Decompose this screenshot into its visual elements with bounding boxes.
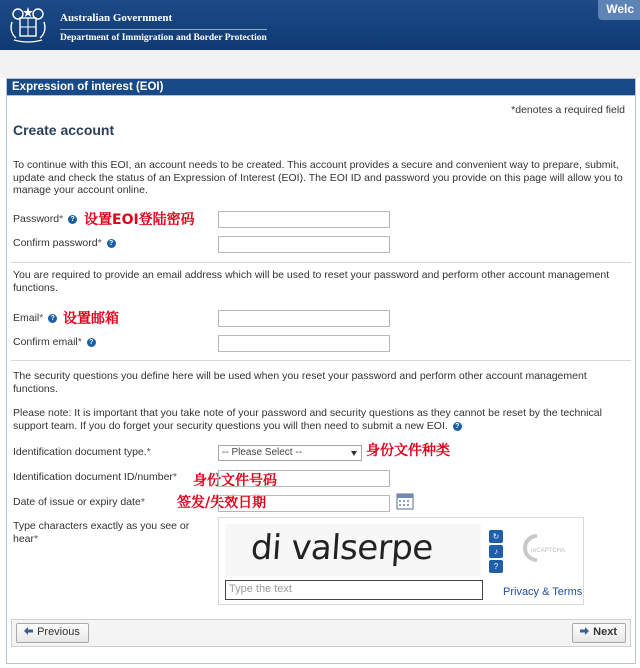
doc-type-annotation: 身份文件种类 [366, 443, 450, 459]
help-icon[interactable]: ? [87, 338, 96, 347]
welcome-tab[interactable]: Welc [598, 0, 640, 20]
next-label: Next [593, 626, 617, 638]
page-title: Create account [13, 122, 115, 138]
government-name: Australian Government [60, 12, 173, 24]
previous-button[interactable] [16, 623, 89, 643]
form-navigation [11, 619, 631, 647]
divider [11, 262, 631, 263]
recaptcha-logo-text: reCAPTCHA [531, 548, 566, 554]
email-intro: You are required to provide an email address which will be used to reset your password and perform other account management functions. [13, 269, 610, 294]
government-banner [0, 0, 640, 50]
email-label: Email* ? [13, 312, 57, 324]
help-icon[interactable]: ? [48, 314, 57, 323]
date-field[interactable] [218, 495, 390, 512]
header-strip [0, 50, 640, 78]
audio-icon[interactable]: ♪ [489, 545, 503, 558]
captcha-widget [218, 517, 584, 605]
doc-id-label: Identification document ID/number* [13, 471, 178, 483]
captcha-label: Type characters exactly as you see or hear* [13, 520, 190, 545]
help-icon[interactable]: ? [107, 239, 116, 248]
help-icon[interactable]: ? [489, 560, 503, 573]
arrow-right-icon [579, 626, 590, 636]
captcha-challenge-text: di valserpe [249, 528, 435, 568]
captcha-input[interactable]: Type the text [225, 580, 483, 600]
doc-id-field[interactable] [218, 470, 390, 487]
panel-title: Expression of interest (EOI) [7, 79, 635, 96]
email-annotation: 设置邮箱 [63, 311, 119, 327]
confirm-email-field[interactable] [218, 335, 390, 352]
required-note: *denotes a required field [511, 104, 625, 116]
security-intro: The security questions you define here will be used when you reset your password and perform other account management functions. [13, 370, 587, 395]
department-name: Department of Immigration and Border Protection [60, 29, 267, 43]
eoi-panel [6, 78, 636, 664]
arrow-left-icon [23, 626, 34, 636]
confirm-password-label: Confirm password* ? [13, 237, 116, 249]
email-field[interactable] [218, 310, 390, 327]
divider [11, 360, 631, 361]
date-annotation: 签发/失效日期 [177, 495, 267, 511]
intro-text: To continue with this EOI, an account needs to be created. This account provides a secure and convenient way to prepare, submit, update and check the status of an Expression of Interest (EOI). The EOI ID and password you provide on this page will allow you to manage your account online. [13, 159, 623, 196]
chevron-down-icon [351, 451, 357, 456]
calendar-icon[interactable] [396, 492, 414, 510]
help-icon[interactable]: ? [68, 215, 77, 224]
captcha-image [225, 524, 481, 576]
doc-type-select[interactable]: -- Please Select -- [218, 445, 362, 461]
help-icon[interactable]: ? [453, 422, 462, 431]
refresh-icon[interactable]: ↻ [489, 530, 503, 543]
previous-label: Previous [37, 626, 80, 638]
security-note: Please note: It is important that you take note of your password and security questions as they cannot be reset by the technical support team. If you do forget your security questions you will then need to submit a new EOI. ? [13, 407, 602, 432]
confirm-password-field[interactable] [218, 236, 390, 253]
password-field[interactable] [218, 211, 390, 228]
privacy-terms-link[interactable]: Privacy & Terms [503, 586, 583, 598]
date-label: Date of issue or expiry date* [13, 496, 145, 508]
password-annotation: 设置EOI登陆密码 [84, 212, 195, 228]
confirm-email-label: Confirm email* ? [13, 336, 96, 348]
password-label: Password* ? [13, 213, 77, 225]
coat-of-arms-icon [6, 4, 50, 44]
recaptcha-logo [517, 530, 577, 566]
doc-type-label: Identification document type.* [13, 446, 151, 458]
next-button[interactable] [572, 623, 626, 643]
doc-id-annotation: 身份文件号码 [193, 473, 277, 489]
